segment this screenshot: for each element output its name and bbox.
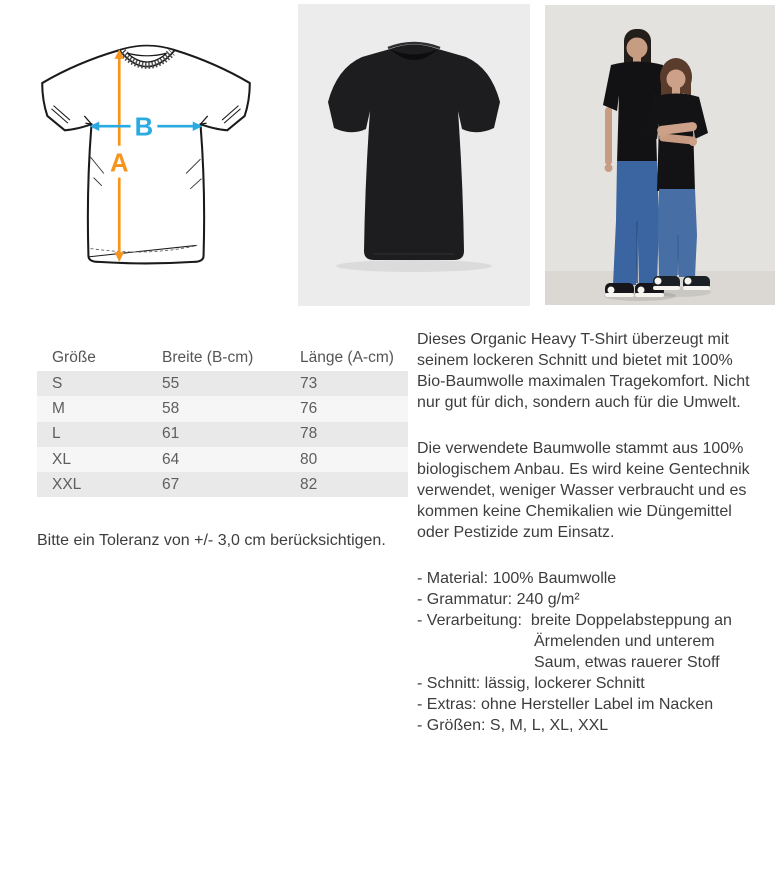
width-cell: 58 [162, 399, 180, 417]
models-photo[interactable] [545, 5, 775, 305]
spec-item-grammatur: - Grammatur: 240 g/m² [417, 591, 580, 608]
tshirt-outline-drawing [40, 44, 252, 266]
size-table-header-row [37, 345, 408, 371]
spec-item-verarbeitung-cont: Saum, etwas rauerer Stoff [534, 654, 720, 671]
table-row-l [37, 422, 408, 447]
width-cell: 67 [162, 475, 180, 493]
size-measurement-diagram[interactable] [40, 44, 252, 266]
length-cell: 80 [300, 450, 318, 468]
measure-label-a: A [109, 149, 129, 178]
spec-item-verarbeitung-cont: Ärmelenden und unterem [534, 633, 715, 650]
length-cell: 73 [300, 374, 318, 392]
table-row-m [37, 396, 408, 421]
table-row-xl [37, 447, 408, 472]
col-header-groesse: Größe [37, 345, 162, 371]
measure-label-b: B [134, 113, 154, 142]
size-cell: XL [52, 450, 71, 468]
description-paragraph-2: Die verwendete Baumwolle stammt aus 100% biologischem Anbau. Es wird keine Gentechnik verwendet, weniger Wasser verbraucht und es kommen keine Chemikalien wie Düngemittel oder Pestizide zum Einsatz. [417, 440, 750, 541]
width-cell: 64 [162, 450, 180, 468]
size-table [37, 345, 408, 497]
size-cell: S [52, 374, 63, 392]
product-description [417, 329, 762, 736]
table-row-xxl [37, 472, 408, 497]
length-cell: 78 [300, 425, 318, 443]
tolerance-note: Bitte ein Toleranz von +/- 3,0 cm berücksichtigen. [37, 532, 386, 549]
tshirt-body-outline [42, 46, 250, 263]
col-header-laenge: Länge (A-cm) [300, 345, 408, 371]
width-cell: 61 [162, 425, 180, 443]
size-cell: L [52, 425, 61, 443]
product-photo-black-tshirt[interactable] [298, 4, 530, 306]
spec-item-groessen: - Größen: S, M, L, XL, XXL [417, 717, 609, 734]
size-cell: M [52, 399, 65, 417]
models-image [545, 5, 775, 305]
spec-item-extras: - Extras: ohne Hersteller Label im Nacken [417, 696, 714, 713]
width-cell: 55 [162, 374, 180, 392]
description-paragraph-1: Dieses Organic Heavy T-Shirt überzeugt mit seinem lockeren Schnitt und bietet mit 100% Bio-Baumwolle maximalen Tragekomfort. Nicht nur gut für dich, sondern auch für die Umwelt. [417, 331, 750, 411]
black-tshirt-image [298, 4, 530, 306]
spec-item-schnitt: - Schnitt: lässig, lockerer Schnitt [417, 675, 645, 692]
length-cell: 82 [300, 475, 318, 493]
spec-item-material: - Material: 100% Baumwolle [417, 570, 617, 587]
spec-item-verarbeitung: - Verarbeitung: breite Doppelabsteppung an [417, 612, 732, 629]
spec-list [417, 568, 762, 736]
tshirt-shadow [336, 260, 492, 272]
table-row-s [37, 371, 408, 396]
col-header-breite: Breite (B-cm) [162, 345, 300, 371]
size-cell: XXL [52, 475, 82, 493]
length-cell: 76 [300, 399, 318, 417]
